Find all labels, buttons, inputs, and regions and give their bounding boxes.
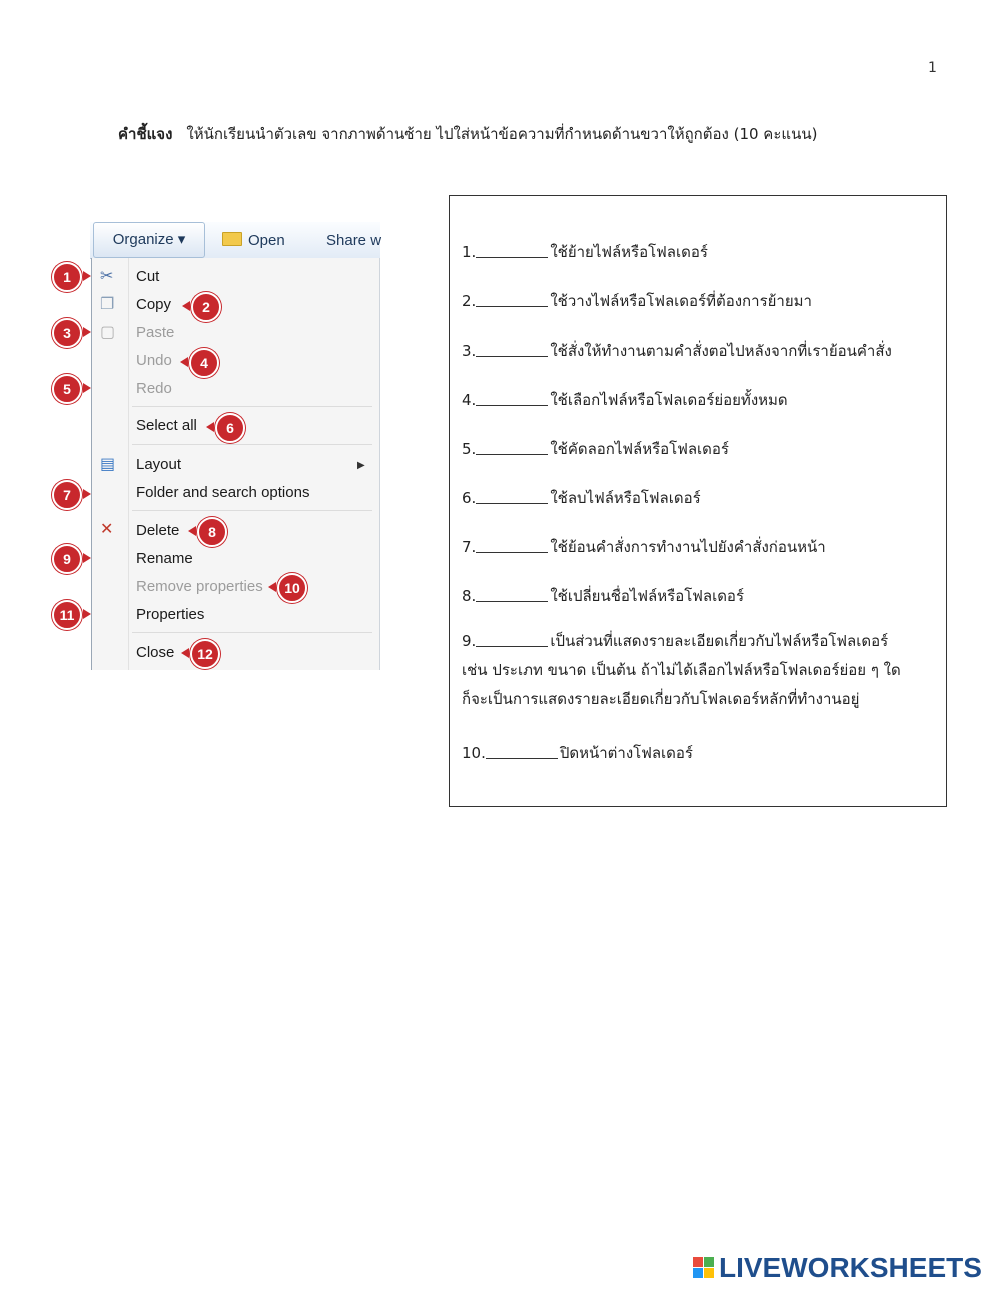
question-number: 1. — [462, 243, 477, 261]
number-badge-6: 6 — [215, 413, 245, 443]
question-text: ใช้คัดลอกไฟล์หรือโฟลเดอร์ — [550, 440, 729, 458]
pointer-arrow — [206, 422, 214, 432]
menu-item-folder-options[interactable]: Folder and search options — [136, 484, 310, 501]
page-number: 1 — [928, 60, 937, 76]
number-badge-5: 5 — [52, 374, 82, 404]
number-badge-1: 1 — [52, 262, 82, 292]
instruction-text: ให้นักเรียนนำตัวเลข จากภาพด้านซ้าย ไปใส่หน้าข้อความที่กำหนดด้านขวาให้ถูกต้อง (10 คะแนน) — [186, 125, 818, 143]
question-5 — [462, 437, 729, 461]
pointer-arrow — [268, 582, 276, 592]
answer-blank[interactable] — [476, 342, 548, 357]
answer-blank[interactable] — [476, 538, 548, 553]
pointer-arrow — [83, 271, 91, 281]
copy-icon: ❐ — [100, 294, 115, 313]
organize-button[interactable]: Organize ▾ — [93, 222, 205, 258]
question-number: 6. — [462, 489, 477, 507]
question-text: ใช้สั่งให้ทำงานตามคำสั่งตอไปหลังจากที่เราย้อนคำสั่ง — [550, 342, 892, 360]
question-number: 7. — [462, 538, 477, 556]
answer-blank[interactable] — [476, 440, 548, 455]
scissors-icon: ✂ — [100, 266, 114, 285]
menu-item-layout[interactable]: Layout — [136, 456, 182, 473]
question-6 — [462, 486, 701, 510]
question-text: ใช้ย้ายไฟล์หรือโฟลเดอร์ — [550, 243, 708, 261]
logo-square — [693, 1257, 703, 1267]
menu-item-cut[interactable]: Cut — [136, 268, 160, 285]
menu-separator — [132, 510, 372, 511]
number-badge-9: 9 — [52, 544, 82, 574]
pointer-arrow — [83, 489, 91, 499]
question-text: ใช้เลือกไฟล์หรือโฟลเดอร์ย่อยทั้งหมด — [550, 391, 788, 409]
menu-item-select-all[interactable]: Select all — [136, 417, 197, 434]
menu-item-redo[interactable]: Redo — [136, 380, 172, 397]
pointer-arrow — [182, 301, 190, 311]
folder-icon — [222, 232, 242, 246]
question-7 — [462, 535, 826, 559]
pointer-arrow — [83, 609, 91, 619]
menu-item-properties[interactable]: Properties — [136, 606, 205, 623]
question-1 — [462, 240, 708, 264]
question-number: 5. — [462, 440, 477, 458]
menu-item-copy[interactable]: Copy — [136, 296, 172, 313]
pointer-arrow — [83, 383, 91, 393]
menu-separator — [132, 632, 372, 633]
logo-square — [693, 1268, 703, 1278]
menu-item-undo[interactable]: Undo — [136, 352, 172, 369]
menu-item-paste[interactable]: Paste — [136, 324, 175, 341]
pointer-arrow — [83, 327, 91, 337]
question-number: 8. — [462, 587, 477, 605]
instruction-lead: คำชี้แจง — [118, 125, 173, 143]
question-3 — [462, 339, 892, 363]
number-badge-10: 10 — [277, 573, 307, 603]
question-text: ใช้ลบไฟล์หรือโฟลเดอร์ — [550, 489, 701, 507]
question-4 — [462, 388, 788, 412]
menu-screenshot — [50, 222, 390, 672]
question-2 — [462, 289, 812, 313]
question-text: ใช้วางไฟล์หรือโฟลเดอร์ที่ต้องการย้ายมา — [550, 292, 812, 310]
pointer-arrow — [181, 648, 189, 658]
menu-separator — [132, 444, 372, 445]
submenu-arrow-icon: ▶ — [357, 460, 365, 471]
question-number: 4. — [462, 391, 477, 409]
number-badge-7: 7 — [52, 480, 82, 510]
question-10 — [462, 741, 693, 765]
number-badge-11: 11 — [52, 600, 82, 630]
number-badge-12: 12 — [190, 639, 220, 669]
brand-name: LIVEWORKSHEETS — [719, 1252, 982, 1283]
answer-blank[interactable] — [476, 391, 548, 406]
question-9 — [462, 627, 901, 714]
pointer-arrow — [188, 526, 196, 536]
menu-item-remove-properties[interactable]: Remove properties — [136, 578, 263, 595]
question-number: 2. — [462, 292, 477, 310]
organize-menu — [91, 258, 380, 670]
number-badge-2: 2 — [191, 292, 221, 322]
menu-separator — [132, 406, 372, 407]
answer-blank[interactable] — [476, 243, 548, 258]
question-text: ปิดหน้าต่างโฟลเดอร์ — [559, 744, 693, 762]
question-number: 3. — [462, 342, 477, 360]
pointer-arrow — [83, 553, 91, 563]
menu-item-delete[interactable]: Delete — [136, 522, 180, 539]
answer-blank[interactable] — [476, 632, 548, 647]
answer-blank[interactable] — [476, 587, 548, 602]
share-button[interactable]: Share w — [326, 232, 382, 249]
question-8 — [462, 584, 744, 608]
pointer-arrow — [180, 357, 188, 367]
answer-blank[interactable] — [486, 744, 558, 759]
menu-item-rename[interactable]: Rename — [136, 550, 193, 567]
question-text: ใช้ย้อนคำสั่งการทำงานไปยังคำสั่งก่อนหน้า — [550, 538, 826, 556]
logo-square — [704, 1268, 714, 1278]
menu-item-close[interactable]: Close — [136, 644, 175, 661]
instruction — [118, 122, 817, 146]
question-number: 10. — [462, 744, 486, 762]
number-badge-8: 8 — [197, 517, 227, 547]
question-text: ใช้เปลี่ยนชื่อไฟล์หรือโฟลเดอร์ — [550, 587, 745, 605]
liveworksheets-logo-icon — [693, 1257, 715, 1279]
explorer-toolbar — [90, 222, 380, 259]
number-badge-4: 4 — [189, 348, 219, 378]
layout-icon: ▤ — [100, 454, 116, 473]
paste-icon: ▢ — [100, 322, 116, 341]
number-badge-3: 3 — [52, 318, 82, 348]
question-text: เป็นส่วนที่แสดงรายละเอียดเกี่ยวกับไฟล์หรือโฟลเดอร์ — [550, 632, 889, 650]
open-label: Open — [248, 232, 285, 249]
logo-square — [704, 1257, 714, 1267]
questions-box — [449, 195, 947, 807]
question-text-line: เช่น ประเภท ขนาด เป็นต้น ถ้าไม่ได้เลือกไฟล์หรือโฟลเดอร์ย่อย ๆ ใด — [462, 661, 901, 679]
answer-blank[interactable] — [476, 489, 548, 504]
question-text-line: ก็จะเป็นการแสดงรายละเอียดเกี่ยวกับโฟลเดอร์หลักที่ทำงานอยู่ — [462, 690, 860, 708]
question-number: 9. — [462, 632, 477, 650]
answer-blank[interactable] — [476, 292, 548, 307]
delete-x-icon: ✕ — [100, 519, 114, 538]
open-button[interactable] — [222, 222, 285, 258]
